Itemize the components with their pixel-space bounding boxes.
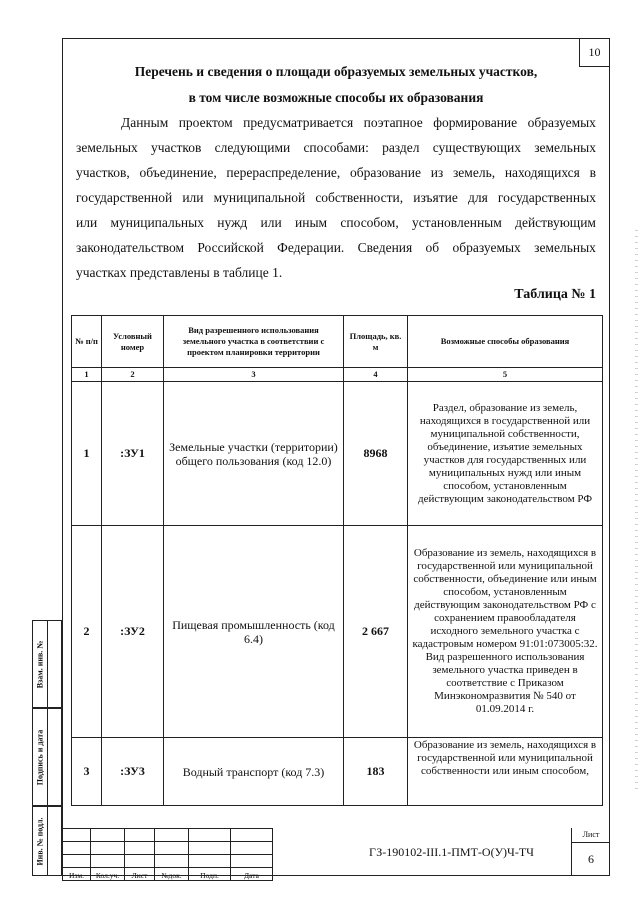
row-number: 1 — [72, 382, 102, 526]
row-area: 2 667 — [344, 526, 408, 738]
column-label: №док. — [155, 868, 189, 881]
index-cell: 1 — [72, 368, 102, 382]
sheet-number: 6 — [588, 852, 594, 866]
row-code: :ЗУ3 — [102, 738, 164, 806]
row-method: Образование из земель, находящихся в государственной или муниципальной собственности или иным способом, — [408, 738, 603, 806]
header-method: Возможные способы образования — [408, 316, 603, 368]
table-header-row — [72, 316, 603, 368]
document-code: ГЗ-190102-III.1-ПМТ-О(У)Ч-ТЧ — [272, 828, 630, 876]
row-method: Раздел, образование из земель, находящихся в государственной или муниципальной собственности, объединение, изъятие земельных участков для государственных или муниципальных нужд или иным способом, установленным действующим законодательством РФ — [408, 382, 603, 526]
paragraph-line: законодательством Российской Федерации. Сведения об образуемых земельных — [76, 240, 596, 255]
column-label: Дата — [231, 868, 273, 881]
paragraph-line: земельных участков следующими способами: раздел существующих земельных — [76, 140, 596, 155]
heading-line-2: в том числе возможные способы их образования — [188, 90, 484, 105]
header-code: Условный номер — [102, 316, 164, 368]
row-area: 8968 — [344, 382, 408, 526]
header-number: № п/п — [72, 316, 102, 368]
side-stamp-label: Взам. инв. № — [33, 621, 48, 707]
scan-edge-artifact — [635, 230, 638, 790]
side-stamp-podpis — [32, 708, 62, 806]
row-method: Образование из земель, находящихся в государственной или муниципальной собственности, объединение или иным способом, установленным действующим законодательством РФ с сохранением правообладателя исходного земельного участка с кадастровым номером 91:01:073005:32. Вид разрешенного использования земельного участка приведен в соответствие с Приказом Минэкономразвития № 540 от 01.09.2014 г. — [408, 526, 603, 738]
table-row — [72, 382, 603, 526]
column-label: Изм. — [63, 868, 91, 881]
paragraph-line: участках представлены в таблице 1. — [76, 265, 283, 280]
row-number: 2 — [72, 526, 102, 738]
page-number-top: 10 — [579, 38, 609, 67]
paragraph-line: государственной или муниципальной собственности, изъятие для государственных — [76, 190, 596, 205]
index-cell: 5 — [408, 368, 603, 382]
column-label: Лист — [125, 868, 155, 881]
table-row — [72, 738, 603, 806]
revision-grid — [62, 828, 273, 881]
index-cell: 2 — [102, 368, 164, 382]
sheet-label: Лист — [572, 828, 610, 843]
land-plots-table — [71, 315, 603, 806]
column-label: Кол.уч. — [91, 868, 125, 881]
index-cell: 4 — [344, 368, 408, 382]
side-stamp-inv — [32, 806, 62, 876]
table-index-row — [72, 368, 603, 382]
header-area: Площадь, кв. м — [344, 316, 408, 368]
row-area: 183 — [344, 738, 408, 806]
column-label: Подп. — [189, 868, 231, 881]
row-use: Земельные участки (территории) общего пользования (код 12.0) — [164, 382, 344, 526]
index-cell: 3 — [164, 368, 344, 382]
paragraph-line: участков, объединение, перераспределение, образование из земель, находящихся в — [76, 165, 596, 180]
intro-paragraph — [76, 110, 596, 285]
table-caption: Таблица № 1 — [514, 287, 596, 302]
side-stamp-vzam — [32, 620, 62, 708]
paragraph-line: Данным проектом предусматривается поэтапное формирование образуемых — [121, 115, 596, 130]
header-use: Вид разрешенного использования земельного участка в соответствии с проектом планировки территории — [164, 316, 344, 368]
heading-line-1: Перечень и сведения о площади образуемых земельных участков, — [134, 64, 538, 79]
row-code: :ЗУ1 — [102, 382, 164, 526]
row-use: Пищевая промышленность (код 6.4) — [164, 526, 344, 738]
sheet-box — [571, 828, 610, 876]
side-stamp-label: Инв. № подл. — [33, 807, 48, 875]
row-use: Водный транспорт (код 7.3) — [164, 738, 344, 806]
title-block — [62, 828, 610, 880]
paragraph-line: или муниципальных нужд или иным способом, установленным действующим — [76, 215, 596, 230]
row-code: :ЗУ2 — [102, 526, 164, 738]
side-stamp-label: Подпись и дата — [33, 709, 48, 805]
row-number: 3 — [72, 738, 102, 806]
table-row — [72, 526, 603, 738]
